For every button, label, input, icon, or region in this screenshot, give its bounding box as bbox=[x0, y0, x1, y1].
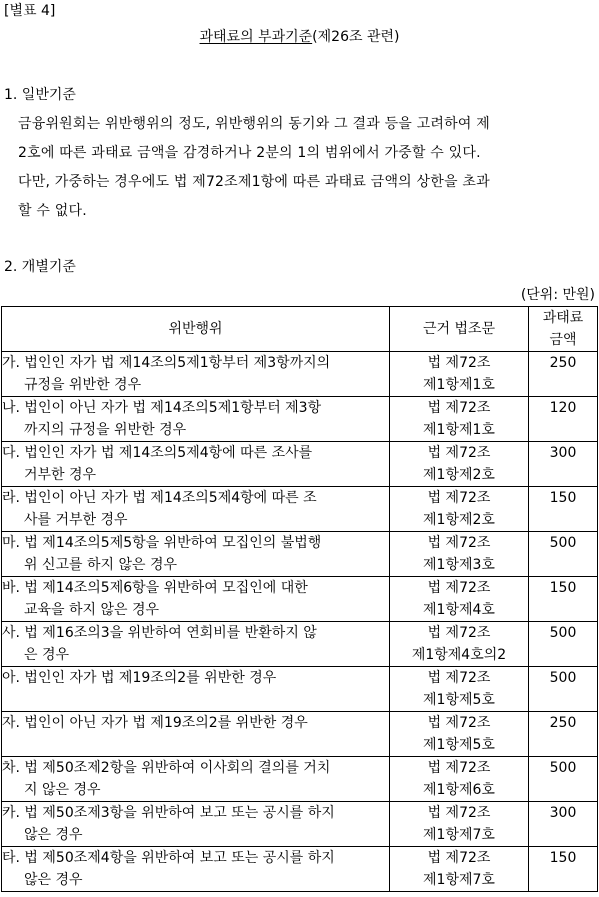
table-header-row bbox=[2, 307, 598, 352]
law-cell bbox=[390, 667, 529, 712]
title-main: 과태료의 부과기준 bbox=[199, 29, 313, 45]
law-text-line1: 법 제72조 bbox=[427, 805, 491, 821]
law-text-line2: 제1항제7호 bbox=[423, 872, 495, 888]
law-text-line2: 제1항제7호 bbox=[423, 827, 495, 843]
violation-cell bbox=[2, 802, 390, 847]
law-text-line2: 제1항제3호 bbox=[423, 557, 495, 573]
table-row bbox=[2, 397, 598, 442]
amount-cell: 500 bbox=[529, 622, 598, 667]
violation-text-line1: 자. 법인이 아닌 자가 법 제19조의2를 위반한 경우 bbox=[2, 715, 308, 731]
section1-paragraph bbox=[18, 110, 595, 226]
amount-cell: 500 bbox=[529, 532, 598, 577]
violation-cell bbox=[2, 532, 390, 577]
paragraph-line: 2호에 따른 과태료 금액을 감경하거나 2분의 1의 범위에서 가중할 수 있다. bbox=[18, 145, 481, 161]
table-row bbox=[2, 532, 598, 577]
violation-text-line1: 다. 법인인 자가 법 제14조의5제4항에 따른 조사를 bbox=[2, 445, 313, 461]
table-row bbox=[2, 847, 598, 892]
attachment-tag: [별표 4] bbox=[4, 3, 56, 19]
header-violation: 위반행위 bbox=[2, 307, 390, 352]
title-reference: (제26조 관련) bbox=[312, 29, 400, 45]
violation-text-line1: 가. 법인인 자가 법 제14조의5제1항부터 제3항까지의 bbox=[2, 355, 331, 371]
paragraph-line: 금융위원회는 위반행위의 정도, 위반행위의 동기와 그 결과 등을 고려하여 제 bbox=[18, 116, 490, 132]
table-row bbox=[2, 442, 598, 487]
violation-text-line2: 않은 경우 bbox=[24, 827, 83, 843]
amount-cell: 150 bbox=[529, 487, 598, 532]
violation-text-line2: 교육을 하지 않은 경우 bbox=[24, 602, 160, 618]
violation-text-line2: 위 신고를 하지 않은 경우 bbox=[24, 557, 178, 573]
law-text-line1: 법 제72조 bbox=[427, 355, 491, 371]
header-amount-line2: 금액 bbox=[549, 332, 577, 348]
law-text-line1: 법 제72조 bbox=[427, 850, 491, 866]
violation-cell bbox=[2, 487, 390, 532]
law-text-line1: 법 제72조 bbox=[427, 490, 491, 506]
law-text-line2: 제1항제5호 bbox=[423, 692, 495, 708]
violation-cell bbox=[2, 352, 390, 397]
violation-text-line2: 사를 거부한 경우 bbox=[24, 512, 128, 528]
violation-text-line1: 사. 법 제16조의3을 위반하여 연회비를 반환하지 않 bbox=[2, 625, 317, 641]
law-cell bbox=[390, 397, 529, 442]
violation-cell bbox=[2, 847, 390, 892]
table-row bbox=[2, 757, 598, 802]
law-cell bbox=[390, 532, 529, 577]
amount-cell: 500 bbox=[529, 757, 598, 802]
law-text-line1: 법 제72조 bbox=[427, 670, 491, 686]
table-row bbox=[2, 487, 598, 532]
law-text-line2: 제1항제2호 bbox=[423, 512, 495, 528]
section1-heading: 1. 일반기준 bbox=[4, 87, 76, 103]
violation-text-line1: 차. 법 제50조제2항을 위반하여 이사회의 결의를 거치 bbox=[2, 760, 331, 776]
law-cell bbox=[390, 577, 529, 622]
violation-text-line2: 은 경우 bbox=[24, 647, 70, 663]
violation-text-line2: 까지의 규정을 위반한 경우 bbox=[24, 422, 187, 438]
amount-cell: 150 bbox=[529, 847, 598, 892]
law-text-line1: 법 제72조 bbox=[427, 535, 491, 551]
violation-text-line2: 규정을 위반한 경우 bbox=[24, 377, 142, 393]
amount-cell: 250 bbox=[529, 352, 598, 397]
page-title bbox=[0, 28, 599, 46]
violation-cell bbox=[2, 757, 390, 802]
amount-cell: 500 bbox=[529, 667, 598, 712]
violation-text-line1: 마. 법 제14조의5제5항을 위반하여 모집인의 불법행 bbox=[2, 535, 322, 551]
violation-text-line1: 타. 법 제50조제4항을 위반하여 보고 또는 공시를 하지 bbox=[2, 850, 335, 866]
law-text-line2: 제1항제4호 bbox=[423, 602, 495, 618]
law-cell bbox=[390, 847, 529, 892]
law-cell bbox=[390, 757, 529, 802]
law-text-line2: 제1항제1호 bbox=[423, 377, 495, 393]
law-cell bbox=[390, 622, 529, 667]
law-cell bbox=[390, 487, 529, 532]
section2-heading: 2. 개별기준 bbox=[4, 259, 76, 275]
law-cell bbox=[390, 352, 529, 397]
violation-text-line2: 거부한 경우 bbox=[24, 467, 97, 483]
law-text-line1: 법 제72조 bbox=[427, 580, 491, 596]
law-text-line2: 제1항제5호 bbox=[423, 737, 495, 753]
violation-text-line2: 않은 경우 bbox=[24, 872, 83, 888]
amount-cell: 250 bbox=[529, 712, 598, 757]
header-amount bbox=[529, 307, 598, 352]
table-row bbox=[2, 667, 598, 712]
violation-cell bbox=[2, 397, 390, 442]
law-text-line2: 제1항제4호의2 bbox=[411, 647, 507, 663]
amount-cell: 300 bbox=[529, 442, 598, 487]
law-cell bbox=[390, 802, 529, 847]
table-row bbox=[2, 577, 598, 622]
table-row bbox=[2, 622, 598, 667]
law-text-line1: 법 제72조 bbox=[427, 625, 491, 641]
penalty-table bbox=[1, 306, 598, 892]
violation-text-line2: 지 않은 경우 bbox=[24, 782, 101, 798]
law-text-line1: 법 제72조 bbox=[427, 715, 491, 731]
violation-cell bbox=[2, 622, 390, 667]
table-row bbox=[2, 802, 598, 847]
paragraph-line: 할 수 없다. bbox=[18, 203, 87, 219]
paragraph-line: 다만, 가중하는 경우에도 법 제72조제1항에 따른 과태료 금액의 상한을 초과 bbox=[18, 174, 490, 190]
amount-cell: 120 bbox=[529, 397, 598, 442]
law-text-line1: 법 제72조 bbox=[427, 400, 491, 416]
law-text-line2: 제1항제1호 bbox=[423, 422, 495, 438]
law-text-line2: 제1항제2호 bbox=[423, 467, 495, 483]
law-cell bbox=[390, 442, 529, 487]
law-text-line1: 법 제72조 bbox=[427, 445, 491, 461]
violation-cell bbox=[2, 712, 390, 757]
unit-label: (단위: 만원) bbox=[520, 287, 595, 303]
violation-cell bbox=[2, 577, 390, 622]
violation-cell bbox=[2, 667, 390, 712]
amount-cell: 300 bbox=[529, 802, 598, 847]
law-cell bbox=[390, 712, 529, 757]
law-text-line1: 법 제72조 bbox=[427, 760, 491, 776]
violation-text-line1: 나. 법인이 아닌 자가 법 제14조의5제1항부터 제3항 bbox=[2, 400, 322, 416]
violation-cell bbox=[2, 442, 390, 487]
amount-cell: 150 bbox=[529, 577, 598, 622]
table-row bbox=[2, 712, 598, 757]
law-text-line2: 제1항제6호 bbox=[423, 782, 495, 798]
violation-text-line1: 카. 법 제50조제3항을 위반하여 보고 또는 공시를 하지 bbox=[2, 805, 335, 821]
header-law: 근거 법조문 bbox=[390, 307, 529, 352]
violation-text-line1: 아. 법인인 자가 법 제19조의2를 위반한 경우 bbox=[2, 670, 277, 686]
violation-text-line1: 바. 법 제14조의5제6항을 위반하여 모집인에 대한 bbox=[2, 580, 308, 596]
header-amount-line1: 과태료 bbox=[542, 310, 584, 326]
table-row bbox=[2, 352, 598, 397]
violation-text-line1: 라. 법인이 아닌 자가 법 제14조의5제4항에 따른 조 bbox=[2, 490, 317, 506]
